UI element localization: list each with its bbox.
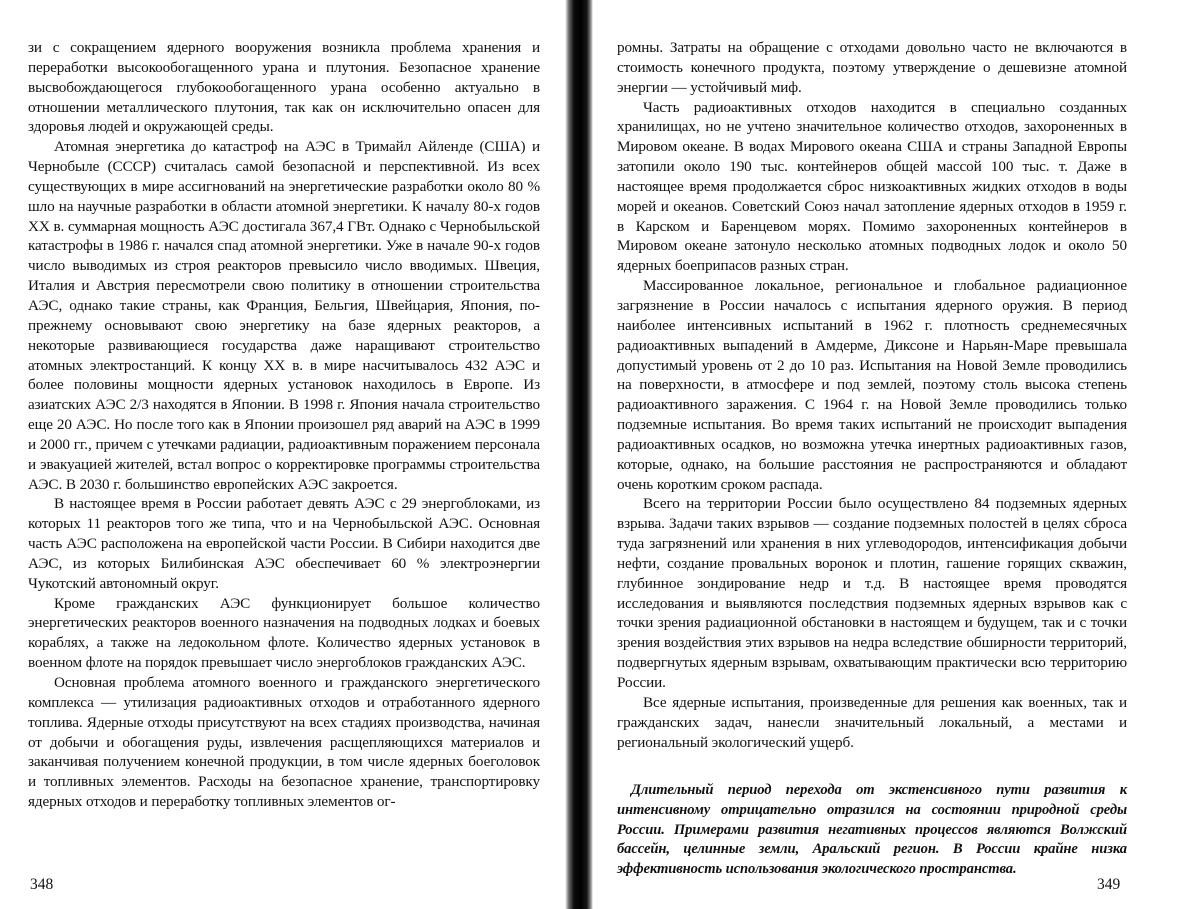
right-paragraph-5: Все ядерные испытания, произведенные для решения как военных, так и гражданских задач, нанесли значительный локальный, а местами и региональный экологический ущерб. (617, 693, 1127, 751)
italic-summary-note: Длительный период перехода от экстенсивного пути развития к интенсивному отрицательно отразился на состоянии природной среды России. Примерами развития негативных процессов являются Волжский бассейн, целинные земли, Аральский регион. В России крайне низка эффективность использования экологического пространства. (617, 782, 1127, 877)
right-paragraph-4: Всего на территории России было осуществлено 84 подземных ядерных взрыва. Задачи таких взрывов — создание подземных полостей в целях сброса туда загрязнений или хранения в них углеводородов, интенсификация добычи нефти, создание провальных воронок и плотин, гашение горящих скважин, глубинное зондирование недр и т.д. В настоящее время проводятся исследования и выявляются последствия подземных ядерных взрывов как с точки зрения радиационной обстановки в настоящем и будущем, так и с точки зрения воздействия этих взрывов на недра вследствие обширности территорий, подвергнутых ядерным взрывам, охватывающим практически всю территорию России. (617, 495, 1127, 691)
right-paragraph-3: Массированное локальное, региональное и глобальное радиационное загрязнение в России началось с испытания ядерного оружия. В период наиболее интенсивных испытаний в 1962 г. плотность среднемесячных радиоактивных выпадений в Амдерме, Диксоне и Нарьян-Маре превышала допустимый уровень от 2 до 10 раз. Испытания на Новой Земле проводились на поверхности, в атмосфере и под землей, поэтому столь высока степень радиоактивного заражения. С 1964 г. на Новой Земле проводились только подземные испытания. Во время таких испытаний не происходит выпадения радиоактивных осадков, но возможна утечка инертных радиоактивных газов, которые, однако, на большие расстояния не распространяются и обладают очень коротким сроком распада. (617, 277, 1127, 493)
left-paragraph-5: Основная проблема атомного военного и гражданского энергетического комплекса — утилизация радиоактивных отходов и отработанного ядерного топлива. Ядерные отходы присутствуют на всех стадиях производства, начиная от добычи и обогащения руды, извлечения расщепляющихся материалов и заканчивая получением конечной продукции, в том числе ядерных боеголовок и топливных элементов. Расходы на безопасное хранение, транспортировку ядерных отходов и переработку топливных элементов ог- (28, 674, 540, 811)
page-number-left: 348 (30, 876, 54, 893)
page-number-right: 349 (1097, 876, 1121, 893)
left-paragraph-2: Атомная энергетика до катастроф на АЭС в Тримайл Айленде (США) и Чернобыле (СССР) считалась самой безопасной и перспективной. Из всех существующих в мире ассигнований на энергетические разработки около 80 % шло на научные разработки в области атомной энергетики. К началу 80-х годов XX в. суммарная мощность АЭС достигала 367,4 ГВт. Однако с Чернобыльской катастрофы в 1986 г. начался спад атомной энергетики. Уже в начале 90-х годов число выводимых из строя реакторов превысило число вводимых. Швеция, Италия и Австрия пересмотрели свою политику в отношении строительства АЭС, однако такие страны, как Франция, Бельгия, Швейцария, Япония, по-прежнему основывают свою энергетику на базе ядерных реакторов, а некоторые развивающиеся государства даже наращивают строительство атомных электростанций. К концу XX в. в мире насчитывалось 432 АЭС и более половины мощности ядерных установок находилось в Европе. Из азиатских АЭС 2/3 находятся в Японии. В 1998 г. Япония начала строительство еще 20 АЭС. Но после того как в Японии произошел ряд аварий на АЭС в 1999 и 2000 гг., причем с утечками радиации, радиоактивным поражением персонала и эвакуацией жителей, встал вопрос о корректировке программы строительства АЭС. В 2030 г. большинство европейских АЭС закроется. (28, 138, 540, 493)
left-page (28, 38, 540, 812)
right-paragraph-1: ромны. Затраты на обращение с отходами довольно часто не включаются в стоимость конечного продукта, поэтому утверждение о дешевизне атомной энергии — устойчивый миф. (617, 39, 1127, 96)
left-paragraph-4: Кроме гражданских АЭС функционирует большое количество энергетических реакторов военного назначения на подводных лодках и боевых кораблях, а также на ледокольном флоте. Количество ядерных установок в военном флоте на порядок превышает число энергоблоков гражданских АЭС. (28, 594, 540, 672)
book-binding-gutter (565, 0, 593, 909)
right-paragraph-2: Часть радиоактивных отходов находится в специально созданных хранилищах, но не учтено значительное количество отходов, захороненных в Мировом океане. В водах Мирового океана США и страны Западной Европы затопили около 190 тыс. контейнеров общей массой 100 тыс. т. Даже в настоящее время продолжается сброс низкоактивных жидких отходов в воды морей и океанов. Советский Союз начал затопление ядерных отходов в 1959 г. в Карском и Баренцевом морях. Помимо захороненных контейнеров в Мировом океане затонуло несколько атомных подводных лодок и около 50 ядерных боеприпасов разных стран. (617, 98, 1127, 275)
left-paragraph-1: зи с сокращением ядерного вооружения возникла проблема хранения и переработки высокообогащенного урана и плутония. Безопасное хранение высвобождающегося глубокообогащенного урана особенно актуально в отношении металлического плутония, так как он исключительно опасен для здоровья людей и окружающей среды. (28, 39, 540, 136)
right-page (617, 38, 1127, 894)
left-paragraph-3: В настоящее время в России работает девять АЭС с 29 энергоблоками, из которых 11 реакторов того же типа, что и на Чернобыльской АЭС. Основная часть АЭС расположена на европейской части России. В Сибири находится две АЭС, из которых Билибинская АЭС обеспечивает 60 % электроэнергии Чукотский автономный округ. (28, 495, 540, 592)
